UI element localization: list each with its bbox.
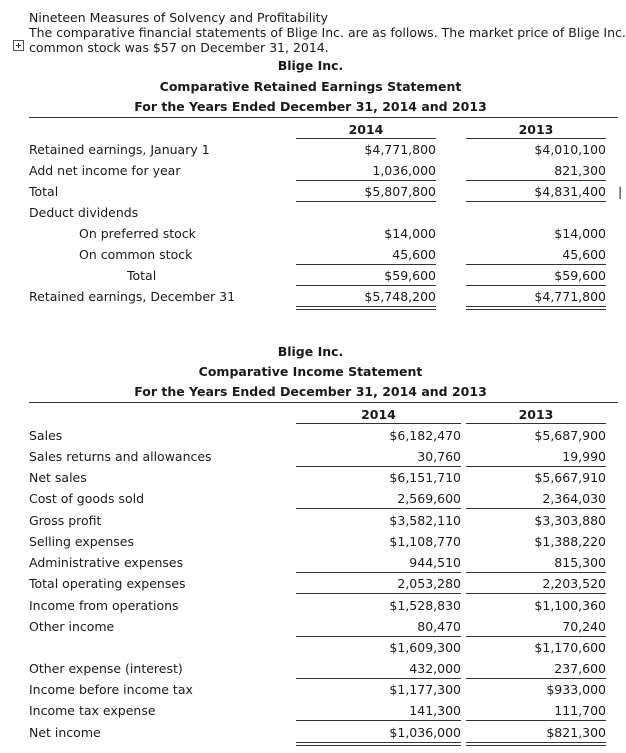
- re-double-rule: [466, 306, 606, 307]
- is-col-2013: 2013: [518, 407, 554, 422]
- is-row-label: Cost of goods sold: [29, 491, 145, 506]
- re-row-label: Deduct dividends: [29, 205, 139, 220]
- is-row-2013: $821,300: [546, 725, 606, 740]
- is-row-2014: $1,177,300: [389, 682, 461, 697]
- is-row-2013: $5,667,910: [534, 470, 606, 485]
- is-row-2014: 30,760: [417, 449, 461, 464]
- is-row-label: Gross profit: [29, 513, 102, 528]
- re-row-2013: $4,010,100: [534, 142, 606, 157]
- re-row-label: Total: [127, 268, 157, 283]
- is-row-label: Sales: [29, 428, 63, 443]
- is-row-2013: $3,303,880: [534, 513, 606, 528]
- re-sum-rule: [466, 180, 606, 181]
- re-row-2014: 45,600: [392, 247, 436, 262]
- is-row-2014: 432,000: [409, 661, 461, 676]
- re-row-2013: 45,600: [562, 247, 606, 262]
- is-title: Comparative Income Statement: [198, 364, 423, 379]
- is-row-label: Net income: [29, 725, 101, 740]
- re-row-2013: $4,831,400: [534, 184, 606, 199]
- is-sum-rule: [466, 466, 606, 467]
- re-col1-header-rule: [296, 138, 436, 139]
- re-row-label: Retained earnings, January 1: [29, 142, 210, 157]
- is-sum-rule: [296, 636, 461, 637]
- is-row-2014: $1,036,000: [389, 725, 461, 740]
- re-top-rule: [29, 117, 618, 118]
- is-sum-rule: [466, 572, 606, 573]
- is-row-2014: $1,528,830: [389, 598, 461, 613]
- is-row-2014: 2,053,280: [397, 576, 461, 591]
- text-cursor: |: [618, 184, 623, 199]
- is-double-rule: [296, 745, 461, 746]
- re-row-2013: $59,600: [554, 268, 606, 283]
- is-row-label: Administrative expenses: [29, 555, 184, 570]
- is-row-2013: $933,000: [546, 682, 606, 697]
- is-sum-rule: [466, 720, 606, 721]
- is-sum-rule: [296, 593, 461, 594]
- re-double-rule: [296, 309, 436, 310]
- is-double-rule: [466, 742, 606, 743]
- is-double-rule: [466, 745, 606, 746]
- is-row-2014: $1,108,770: [389, 534, 461, 549]
- re-total-rule: [466, 201, 606, 202]
- is-row-2013: 70,240: [562, 619, 606, 634]
- is-row-2013: 815,300: [554, 555, 606, 570]
- is-sum-rule: [466, 678, 606, 679]
- is-col1-header-rule: [296, 423, 461, 424]
- re-title: Comparative Retained Earnings Statement: [159, 79, 462, 94]
- is-row-2013: 111,700: [554, 703, 606, 718]
- re-total-rule: [296, 201, 436, 202]
- re-sum-rule: [296, 285, 436, 286]
- is-row-2014: $6,151,710: [389, 470, 461, 485]
- is-sum-rule: [466, 508, 606, 509]
- problem-line-2: common stock was $57 on December 31, 2014.: [29, 40, 329, 55]
- is-period: For the Years Ended December 31, 2014 and 2013: [134, 384, 487, 399]
- re-row-2014: $59,600: [384, 268, 436, 283]
- re-sum-rule: [466, 285, 606, 286]
- re-row-2013: $4,771,800: [534, 289, 606, 304]
- is-sum-rule: [296, 508, 461, 509]
- is-row-2014: 141,300: [409, 703, 461, 718]
- is-row-label: Selling expenses: [29, 534, 135, 549]
- re-col-2013: 2013: [518, 122, 554, 137]
- is-sum-rule: [296, 678, 461, 679]
- is-row-2013: 237,600: [554, 661, 606, 676]
- re-row-label: On common stock: [79, 247, 193, 262]
- re-col-2014: 2014: [348, 122, 384, 137]
- re-sum-rule: [296, 264, 436, 265]
- re-period: For the Years Ended December 31, 2014 and 2013: [134, 99, 487, 114]
- is-row-label: Net sales: [29, 470, 87, 485]
- re-sum-rule: [296, 180, 436, 181]
- is-row-2013: 2,203,520: [542, 576, 606, 591]
- is-row-2014: $6,182,470: [389, 428, 461, 443]
- problem-title: Nineteen Measures of Solvency and Profitability: [29, 10, 328, 25]
- is-row-label: Other expense (interest): [29, 661, 183, 676]
- is-row-2014: $1,609,300: [389, 640, 461, 655]
- is-company: Blige Inc.: [277, 344, 344, 359]
- is-row-2013: $1,388,220: [534, 534, 606, 549]
- is-row-2013: $1,100,360: [534, 598, 606, 613]
- is-row-label: Income before income tax: [29, 682, 193, 697]
- is-row-label: Other income: [29, 619, 115, 634]
- is-row-2013: $1,170,600: [534, 640, 606, 655]
- re-double-rule: [296, 306, 436, 307]
- re-row-label: Total: [29, 184, 59, 199]
- is-row-2014: 2,569,600: [397, 491, 461, 506]
- re-row-2014: $5,748,200: [364, 289, 436, 304]
- re-row-2013: 821,300: [554, 163, 606, 178]
- re-row-label: Retained earnings, December 31: [29, 289, 236, 304]
- re-company: Blige Inc.: [277, 58, 344, 73]
- is-row-2014: $3,582,110: [389, 513, 461, 528]
- is-row-2013: 19,990: [562, 449, 606, 464]
- problem-line-1: The comparative financial statements of Blige Inc. are as follows. The market price of Blige Inc.: [29, 25, 626, 40]
- expand-icon[interactable]: [13, 40, 24, 51]
- is-row-2014: 944,510: [409, 555, 461, 570]
- is-sum-rule: [296, 720, 461, 721]
- is-top-rule: [29, 402, 618, 403]
- re-row-2014: $5,807,800: [364, 184, 436, 199]
- is-row-2013: $5,687,900: [534, 428, 606, 443]
- re-sum-rule: [466, 264, 606, 265]
- re-row-label: On preferred stock: [79, 226, 196, 241]
- is-sum-rule: [466, 636, 606, 637]
- re-col2-header-rule: [466, 138, 606, 139]
- is-row-label: Income from operations: [29, 598, 179, 613]
- is-sum-rule: [296, 466, 461, 467]
- is-row-label: Income tax expense: [29, 703, 156, 718]
- is-sum-rule: [466, 593, 606, 594]
- re-row-2014: $4,771,800: [364, 142, 436, 157]
- re-row-2014: 1,036,000: [372, 163, 436, 178]
- is-row-label: Total operating expenses: [29, 576, 186, 591]
- is-double-rule: [296, 742, 461, 743]
- re-row-2013: $14,000: [554, 226, 606, 241]
- is-row-2014: 80,470: [417, 619, 461, 634]
- re-row-2014: $14,000: [384, 226, 436, 241]
- is-sum-rule: [296, 572, 461, 573]
- re-row-label: Add net income for year: [29, 163, 181, 178]
- re-double-rule: [466, 309, 606, 310]
- is-row-label: Sales returns and allowances: [29, 449, 212, 464]
- is-col-2014: 2014: [361, 407, 396, 422]
- is-row-2013: 2,364,030: [542, 491, 606, 506]
- is-col2-header-rule: [466, 423, 606, 424]
